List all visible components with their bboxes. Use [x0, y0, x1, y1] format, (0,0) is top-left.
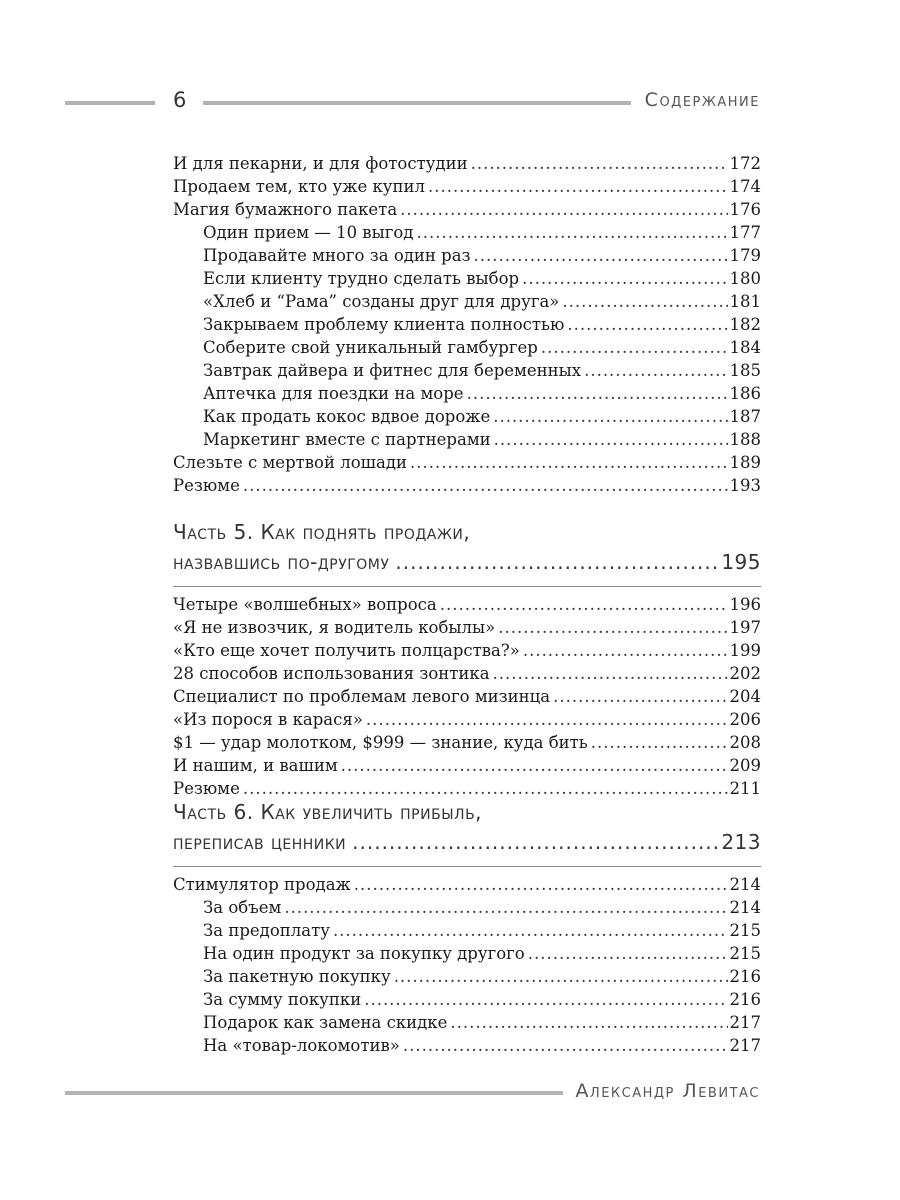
dot-leader — [333, 921, 728, 940]
dot-leader — [498, 618, 727, 637]
toc-subentry — [173, 407, 761, 430]
toc-entry-page: 216 — [729, 967, 761, 986]
dot-leader — [528, 944, 728, 963]
toc-entry-title: Если клиенту трудно сделать выбор — [203, 269, 520, 288]
toc-subentry — [173, 292, 761, 315]
part-separator — [173, 586, 761, 587]
dot-leader — [284, 898, 727, 917]
toc-subentry — [173, 361, 761, 384]
toc-entry-title: Соберите свой уникальный гамбургер — [203, 338, 538, 357]
toc-entry-title: Как продать кокос вдвое дороже — [203, 407, 491, 426]
toc-subentry — [173, 990, 761, 1013]
toc-entry-page: 214 — [729, 875, 761, 894]
toc-entry-title: Аптечка для поездки на море — [203, 384, 464, 403]
toc-entry-title: 28 способов использования зонтика — [173, 664, 490, 683]
dot-leader — [522, 269, 727, 288]
dot-leader — [474, 246, 728, 265]
toc-entry — [173, 664, 761, 687]
toc-entry-page: 188 — [729, 430, 761, 449]
toc-entry-title: Продаем тем, кто уже купил — [173, 177, 425, 196]
footer-author: Александр Левитас — [575, 1080, 760, 1102]
toc-entry — [173, 779, 761, 802]
dot-leader — [493, 407, 727, 426]
dot-leader — [467, 384, 728, 403]
toc-entry-title: Магия бумажного пакета — [173, 200, 398, 219]
toc-entry — [173, 200, 761, 223]
dot-leader — [352, 830, 719, 854]
dot-leader — [403, 1036, 728, 1055]
dot-leader — [591, 733, 728, 752]
dot-leader — [471, 154, 728, 173]
toc-entry-page: 184 — [729, 338, 761, 357]
toc-entry-page: 206 — [729, 710, 761, 729]
toc-entry-title: И нашим, и вашим — [173, 756, 338, 775]
dot-leader — [523, 641, 728, 660]
toc-entry-page: 189 — [729, 453, 761, 472]
toc-entry-page: 215 — [729, 944, 761, 963]
dot-leader — [584, 361, 727, 380]
dot-leader — [541, 338, 728, 357]
toc-subentry — [173, 269, 761, 292]
toc-subentry — [173, 1013, 761, 1036]
toc-entry-page: 185 — [729, 361, 761, 380]
toc-entry-title: И для пекарни, и для фотостудии — [173, 154, 468, 173]
toc-section-a — [173, 154, 761, 499]
toc-entry-page: 174 — [729, 177, 761, 196]
dot-leader — [395, 550, 719, 574]
toc-entry — [173, 875, 761, 898]
dot-leader — [394, 967, 728, 986]
toc-entry — [173, 177, 761, 200]
dot-leader — [243, 476, 728, 495]
dot-leader — [341, 756, 728, 775]
toc-entry-page: 176 — [729, 200, 761, 219]
toc-entry-page: 180 — [729, 269, 761, 288]
toc-entry-page: 193 — [729, 476, 761, 495]
header-rule-left — [65, 101, 155, 105]
toc-entry-title: «Кто еще хочет получить полцарства?» — [173, 641, 520, 660]
part-separator — [173, 866, 761, 867]
part-heading-line2 — [173, 550, 761, 580]
dot-leader — [400, 200, 727, 219]
toc-entry-title: Один прием — 10 выгод — [203, 223, 414, 242]
toc-entry-page: 186 — [729, 384, 761, 403]
toc-entry-title: Слезьте с мертвой лошади — [173, 453, 407, 472]
header-rule-right — [203, 101, 631, 105]
part-heading-page: 195 — [721, 550, 761, 574]
dot-leader — [440, 595, 728, 614]
toc-subentry — [173, 246, 761, 269]
toc-entry-title: Закрываем проблему клиента полностью — [203, 315, 565, 334]
toc-entry-page: 187 — [729, 407, 761, 426]
toc-entry — [173, 641, 761, 664]
toc-subentry — [173, 1036, 761, 1059]
toc-entry — [173, 453, 761, 476]
part-heading-title: назвавшись по-другому — [173, 550, 390, 574]
toc-entry-page: 216 — [729, 990, 761, 1009]
toc-entry-page: 197 — [729, 618, 761, 637]
toc-entry-title: Завтрак дайвера и фитнес для беременных — [203, 361, 582, 380]
toc-entry-title: «Из порося в карася» — [173, 710, 363, 729]
toc-entry-page: 182 — [729, 315, 761, 334]
part-heading-line2 — [173, 830, 761, 860]
part-heading-title: переписав ценники — [173, 830, 347, 854]
toc-subentry — [173, 921, 761, 944]
toc-entry-page: 209 — [729, 756, 761, 775]
toc-entry-title: Маркетинг вместе с партнерами — [203, 430, 491, 449]
toc-entry-page: 214 — [729, 898, 761, 917]
toc-subentry — [173, 315, 761, 338]
part-heading-line1: Часть 6. Как увеличить прибыль, — [173, 800, 483, 824]
toc-entry-title: За пакетную покупку — [203, 967, 391, 986]
toc-entry — [173, 154, 761, 177]
toc-subentry — [173, 384, 761, 407]
dot-leader — [553, 687, 727, 706]
toc-entry — [173, 687, 761, 710]
toc-entry-title: Продавайте много за один раз — [203, 246, 471, 265]
toc-entry-title: Специалист по проблемам левого мизинца — [173, 687, 551, 706]
dot-leader — [416, 223, 727, 242]
toc-entry-page: 199 — [729, 641, 761, 660]
dot-leader — [567, 315, 727, 334]
dot-leader — [493, 664, 728, 683]
toc-entry-page: 208 — [729, 733, 761, 752]
toc-entry-title: Резюме — [173, 779, 240, 798]
toc-entry-title: За сумму покупки — [203, 990, 362, 1009]
page-number: 6 — [173, 88, 187, 112]
toc-entry-page: 217 — [729, 1013, 761, 1032]
dot-leader — [364, 990, 727, 1009]
toc-subentry — [173, 967, 761, 990]
dot-leader — [410, 453, 728, 472]
toc-entry — [173, 756, 761, 779]
toc-entry-page: 196 — [729, 595, 761, 614]
toc-subentry — [173, 898, 761, 921]
toc-entry-page: 179 — [729, 246, 761, 265]
dot-leader — [450, 1013, 727, 1032]
dot-leader — [562, 292, 727, 311]
toc-entry-title: Резюме — [173, 476, 240, 495]
toc-entry-title: На один продукт за покупку другого — [203, 944, 525, 963]
part-heading-line1: Часть 5. Как поднять продажи, — [173, 520, 471, 544]
toc-entry-page: 215 — [729, 921, 761, 940]
toc-entry-page: 211 — [729, 779, 761, 798]
toc-entry-title: На «товар-локомотив» — [203, 1036, 400, 1055]
toc-entry — [173, 618, 761, 641]
toc-entry — [173, 710, 761, 733]
toc-entry-title: «Я не извозчик, я водитель кобылы» — [173, 618, 496, 637]
running-head: Содержание — [644, 89, 760, 111]
toc-entry-title: За объем — [203, 898, 282, 917]
toc-entry-title: Подарок как замена скидке — [203, 1013, 448, 1032]
toc-entry-page: 204 — [729, 687, 761, 706]
toc-entry-page: 181 — [729, 292, 761, 311]
toc-entry — [173, 595, 761, 618]
toc-entry — [173, 476, 761, 499]
dot-leader — [428, 177, 728, 196]
toc-subentry — [173, 430, 761, 453]
toc-entry-title: За предоплату — [203, 921, 330, 940]
dot-leader — [243, 779, 728, 798]
toc-subentry — [173, 944, 761, 967]
toc-subentry — [173, 338, 761, 361]
toc-entry-title: Четыре «волшебных» вопроса — [173, 595, 437, 614]
toc-part-6 — [173, 800, 761, 1059]
toc-part-5 — [173, 520, 761, 802]
toc-entry-title: $1 — удар молотком, $999 — знание, куда бить — [173, 733, 588, 752]
dot-leader — [366, 710, 728, 729]
toc-entry-page: 217 — [729, 1036, 761, 1055]
footer-rule — [65, 1091, 563, 1095]
toc-subentry — [173, 223, 761, 246]
dot-leader — [494, 430, 728, 449]
toc-entry-page: 202 — [729, 664, 761, 683]
part-heading-page: 213 — [721, 830, 761, 854]
toc-entry — [173, 733, 761, 756]
toc-entry-title: «Хлеб и “Рама” созданы друг для друга» — [203, 292, 560, 311]
dot-leader — [354, 875, 728, 894]
toc-entry-page: 177 — [729, 223, 761, 242]
toc-entry-title: Стимулятор продаж — [173, 875, 351, 894]
toc-entry-page: 172 — [729, 154, 761, 173]
